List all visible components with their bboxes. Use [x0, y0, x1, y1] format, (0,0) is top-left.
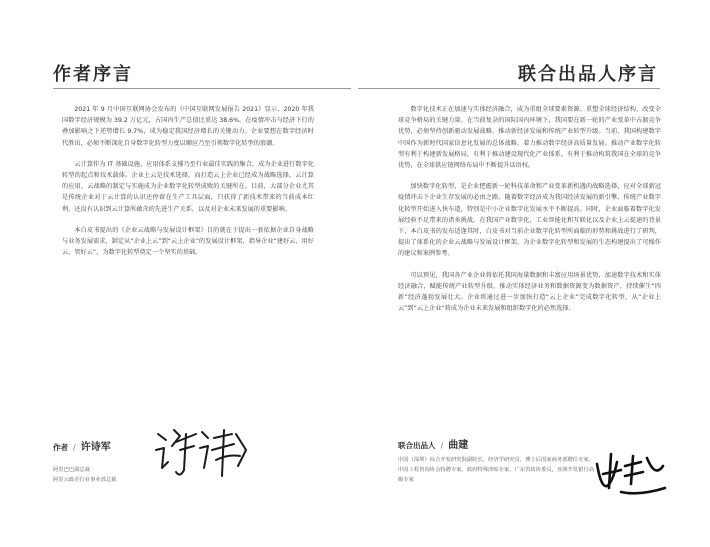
copublisher-paragraph-1: 数字化技术正在加速与实体经济融合，成为重组全球要素资源、重塑全球经济结构、改变全球竞争格局的关键力量。在当前复杂的国际国内环境下，我国要在新一轮的产业变革中占据竞争优势，必须坚持创新驱动发展战略、推动新经济发展和传统产业转型升级。当前，我国构建数字中国作为新时代国家信息化发展的总体战略，着力推动数字经济高质量发展。推动产业数字化转型有利于构建新发展格局，有利于推动建设现代化产业体系，有利于推动构筑我国在全球的竞争优势，在全球供应链网络布局中不断提升话语权。 — [398, 106, 661, 170]
author-title-2: 阿里云政企行业事业部总裁 — [53, 477, 117, 483]
copublisher-role-label: 联合出品人 — [398, 441, 436, 450]
author-titles — [53, 465, 117, 485]
author-handwritten-signature — [150, 420, 260, 486]
copublisher-titles: 中国（深圳）综合开发研究院副院长，经济学研究员，博士后国家商务部聘任专家，中国工程咨询协会特聘专家，政府特殊津贴专家，广东省政协委员，亚洲开发银行高级专家 — [398, 457, 594, 483]
author-name: 许诗军 — [80, 442, 111, 453]
author-preface-body — [62, 104, 314, 268]
copublisher-paragraph-2: 加快数字化转型，是企业把握新一轮科技革命和产业变革新机遇的战略选择，应对全球新冠疫情冲击下企业生存发展的必由之路。随着数字经济成为我国经济发展的新引擎，传统产业数字化转型开始进入快车道，特别是中小企业数字化发展水平不断提高。同时，企业面临着数字化发展经验不足带来的诸多挑战。在我国产业数字化、工业智能化和互联化以及企业上云提速的背景下，本白皮书的发布适逢其时，白皮书对当前企业数字化转型所面临的形势和挑战进行了研判，提出了体系化的企业云战略与发展设计框架，为企业数字化转型和发展的生态构建提出了可操作的建议和案例参考。 — [398, 183, 661, 258]
divider-slash: / — [73, 443, 76, 452]
copublisher-preface-body — [398, 104, 661, 324]
copublisher-paragraph-3: 可以预见，我国各产业企业将依托我国海量数据和丰富应用场景优势，加速数字技术和实体经济融合，赋能传统产业转型升级，推动实体经济业务和数据资源变为数据资产，持续催生“四新”经济蓬勃发展壮大。企业将通过进一步加快打造“云上企业”完成数字化转型，从“企业上云”到“云上企业”将成为企业未来发展和组织数字化的必然选择。 — [398, 271, 661, 313]
author-preface-divider — [53, 88, 351, 89]
author-role-label: 作者 — [53, 443, 68, 452]
author-paragraph-1: 2021 年 9 月中国互联网协会发布的《中国互联网发展报告 2021》显示，2020 年我国数字经济规模为 39.2 万亿元，占国内生产总值比重达 38.6%。在疫情冲击与经济下行的叠加影响之下逆势增长 9.7%，成为稳定我国经济增长的关键动力。企业要想在数字经济时代胜出，必须不断深化自身数字化转型力度以顺应乃至引领数字化转型的浪潮。 — [62, 106, 314, 147]
author-preface-title: 作者序言 — [53, 64, 133, 85]
copublisher-preface-title: 联合出品人序言 — [518, 64, 658, 85]
copublisher-name: 曲建 — [448, 440, 469, 451]
divider-slash: / — [440, 441, 444, 450]
copublisher-preface — [358, 0, 710, 547]
author-paragraph-3: 本白皮书提出的《企业云战略与发展设计框架》目的就在于提出一套依据企业自身战略与业务发展需求，制定从“企业上云”到“云上企业”的发展设计框架，指导企业“建好云、用好云、管好云”，为数字化转型奠定一个坚实的基础。 — [62, 226, 314, 257]
copublisher-signature-line — [398, 433, 468, 452]
author-preface — [0, 0, 352, 547]
author-title-1: 阿里巴巴副总裁 — [53, 467, 91, 473]
author-signature-line — [53, 435, 111, 454]
author-paragraph-2: 云计算作为 IT 基础设施、应用体系支撑乃至行业最佳实践的集合，成为企业进行数字化转型的起点和技术载体。企业上云是技术选择，而打造云上企业已经成为战略选择，云计算的应用、云战略的制定与实施成为企业数字化转型成败的关键所在。目前，大部分企业尤其是传统企业对于云计算的认识还停留在生产工具层面，只获得了新技术带来的当前成本红利，还没有认识到云计算所蕴含的先进生产关系，以及对企业未来发展的重要影响。 — [62, 160, 314, 213]
copublisher-handwritten-signature — [591, 448, 671, 504]
copublisher-preface-divider — [358, 88, 660, 89]
